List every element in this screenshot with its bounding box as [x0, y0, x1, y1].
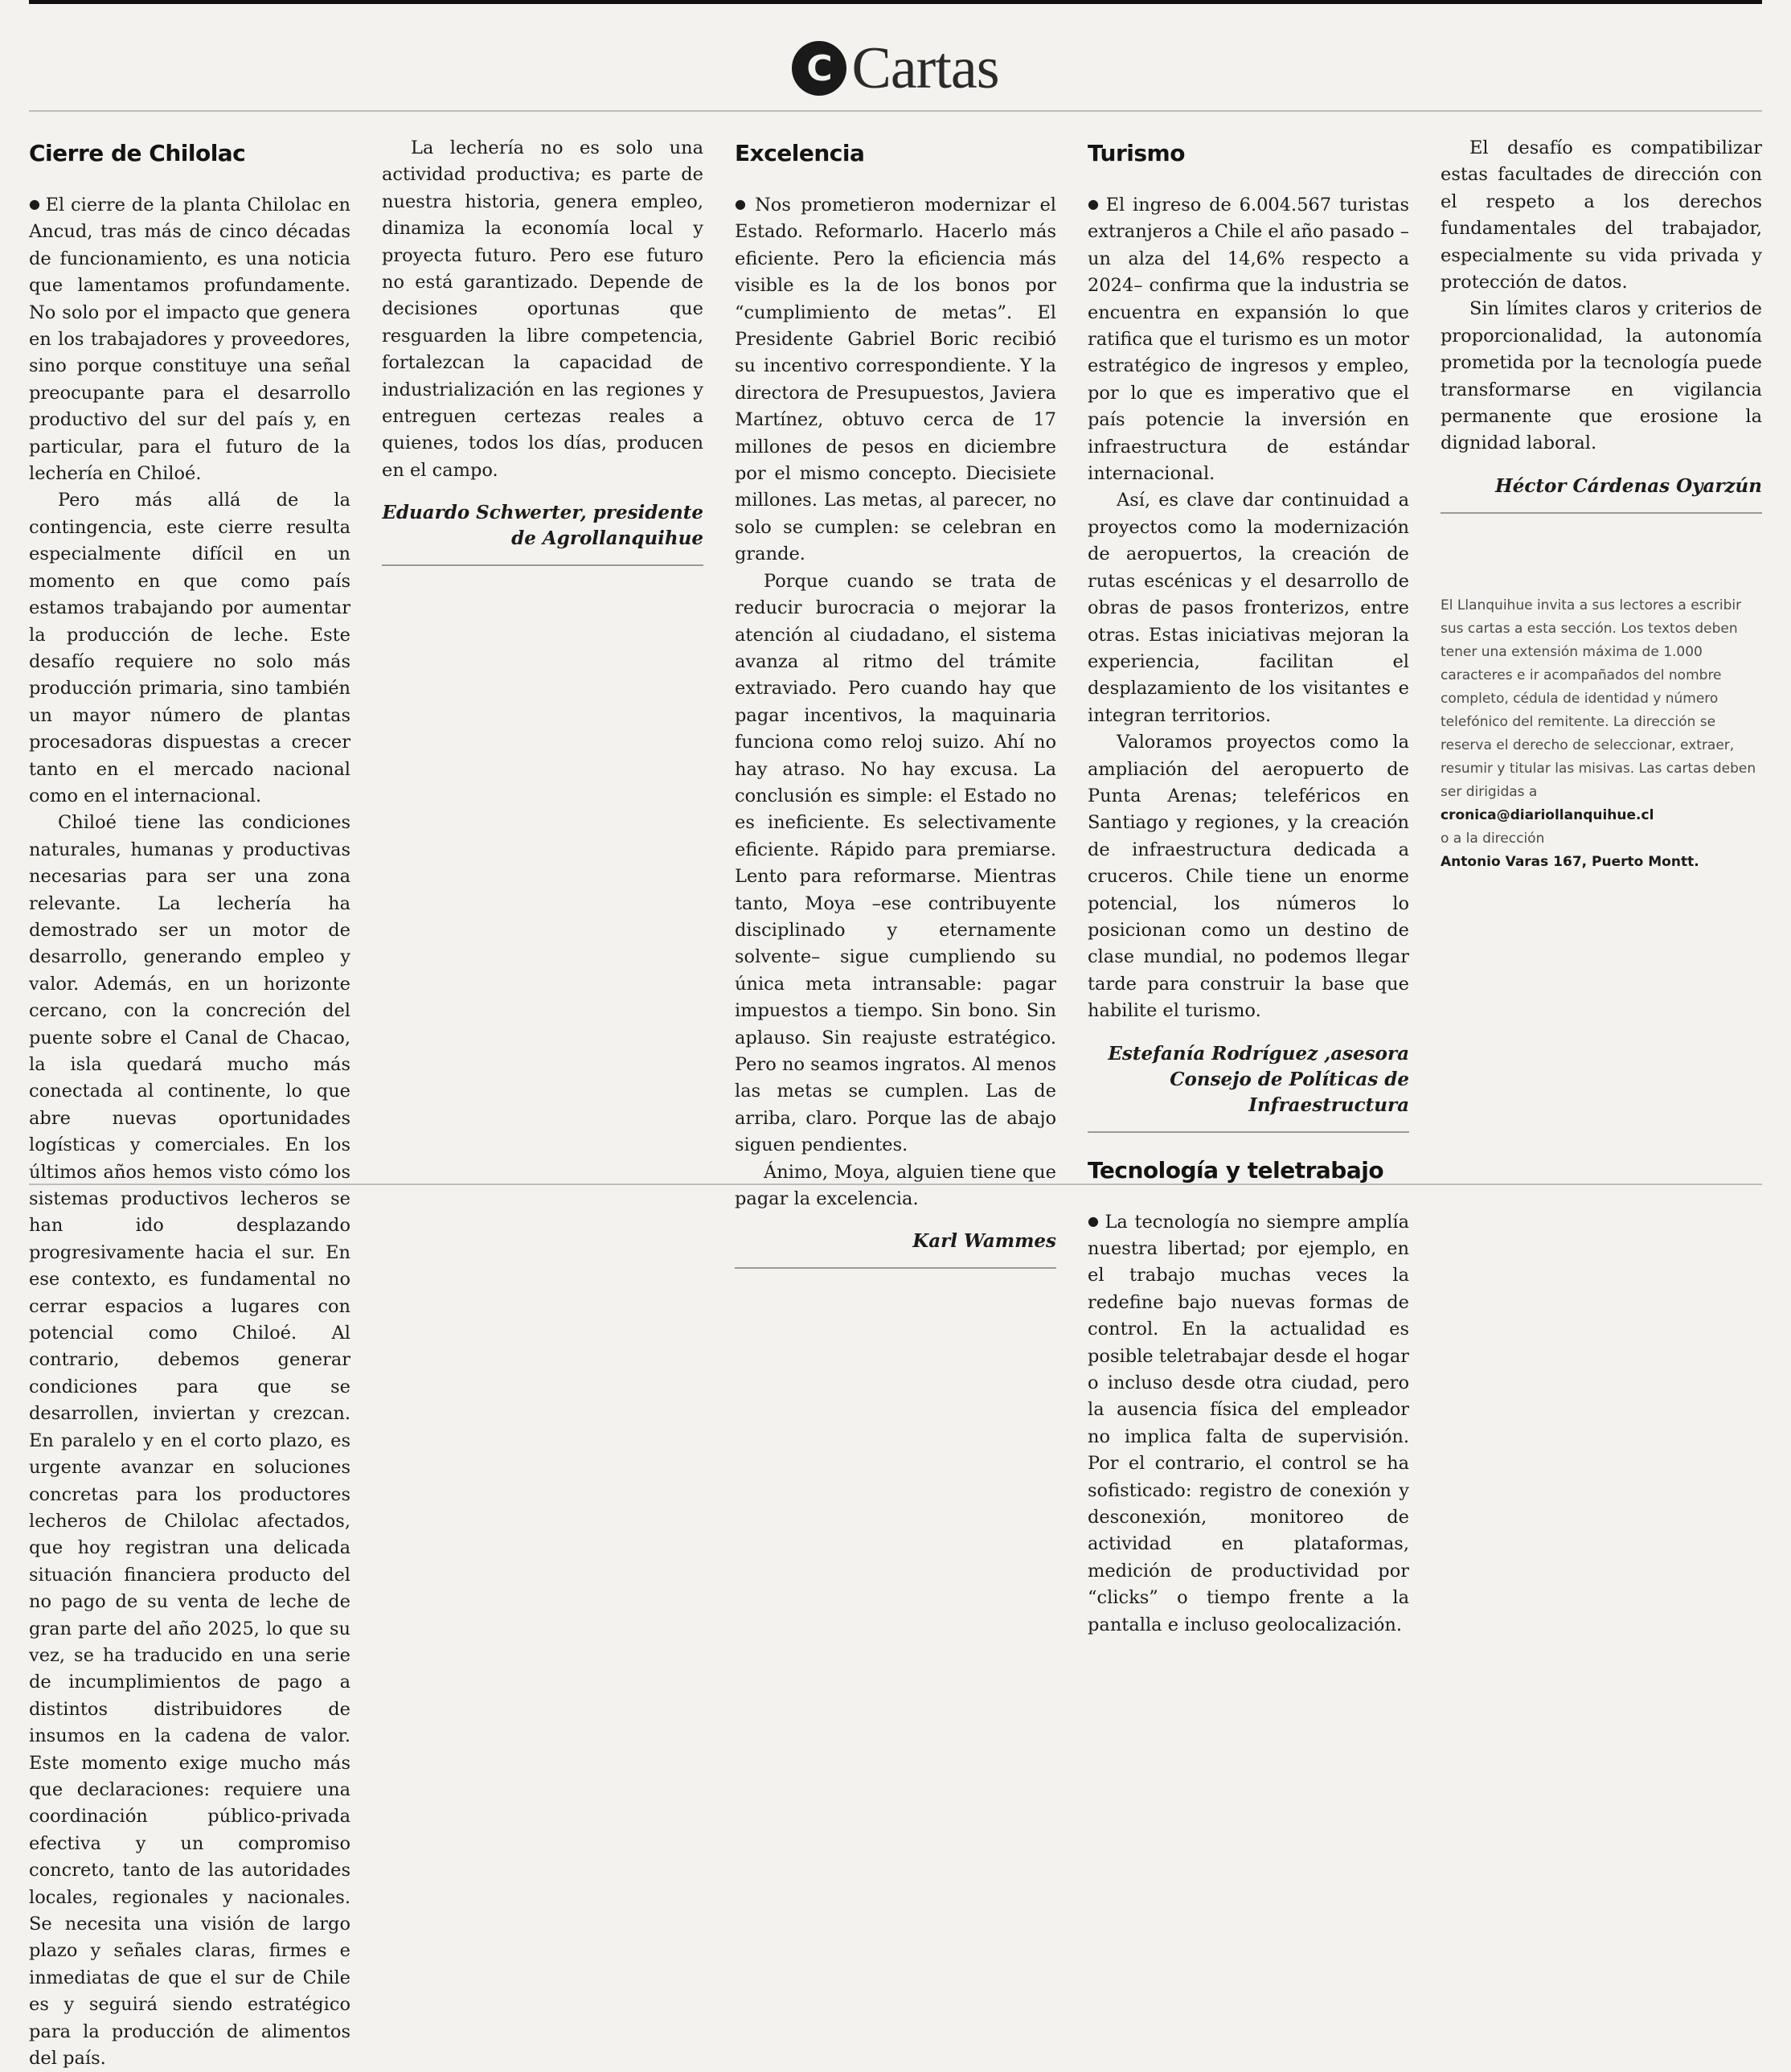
letter-paragraph: Así, es clave dar continuidad a proyectos como la modernización de aeropuertos, la creación de rutas escénicas y el desarrollo de obras de pasos fronterizos, entre otras. Estas iniciativas mejoran la experiencia, facilitan el desplazamiento de los visitantes e integran territorios.: [1088, 490, 1409, 726]
letter-paragraph: Pero más allá de la contingencia, este cierre resulta especialmente difícil en un momento en que como país estamos trabajando por aumentar la producción de leche. Este desafío requiere no solo más producción primaria, sino también un mayor número de plantas procesadoras dispuestas a crecer tanto en el mercado nacional como en el internacional.: [29, 490, 350, 806]
signature-rodriguez: Estefanía Rodríguez ,asesora Consejo de Políticas de Infraestructura: [1108, 1042, 1409, 1116]
notice-text: El Llanquihue invita a sus lectores a escribir sus cartas a esta sección. Los textos deben tener una extensión máxima de 1.000 caracteres e ir acompañados del nombre completo, cédula de identidad y número telefónico del remitente. La dirección se reserva el derecho de seleccionar, extraer, resumir y titular las misivas. Las cartas deben ser dirigidas a: [1441, 597, 1756, 800]
footer-divider: [29, 1184, 1762, 1185]
letter-paragraph: Ánimo, Moya, alguien tiene que pagar la excelencia.: [735, 1161, 1056, 1210]
section-title: Cartas: [851, 35, 999, 101]
signature-divider: [1441, 512, 1762, 514]
header-divider: [29, 110, 1762, 112]
letter-heading-excelencia: Excelencia: [735, 140, 865, 166]
letter-paragraph: Sin límites claros y criterios de proporcionalidad, la autonomía prometida por la tecnología puede transformarse en vigilancia permanente que erosione la dignidad laboral.: [1441, 298, 1762, 454]
column-2: [382, 135, 703, 1180]
top-border: [29, 0, 1762, 4]
signature-divider: [1088, 1131, 1409, 1133]
signature-cardenas: Héctor Cárdenas Oyarzún: [1494, 474, 1762, 497]
letter-heading-chilolac: Cierre de Chilolac: [29, 140, 246, 166]
letter-paragraph: ● El cierre de la planta Chilolac en Ancud, tras más de cinco décadas de funcionamiento, es una noticia que lamentamos profundamente. No solo por el impacto que genera en los trabajadores y proveedores, sino porque constituye una señal preocupante para el desarrollo productivo del sur del país y, en particular, para el futuro de la lechería en Chiloé.: [29, 191, 350, 487]
column-1: [29, 135, 350, 2070]
letter-heading-turismo: Turismo: [1088, 140, 1185, 166]
signature-divider: [735, 1267, 1056, 1269]
column-4: [1088, 135, 1409, 1635]
letter-paragraph: El desafío es compatibilizar estas facultades de dirección con el respeto a los derechos fundamentales del trabajador, especialmente su vida privada y protección de datos.: [1441, 137, 1762, 293]
letter-paragraph: ● Nos prometieron modernizar el Estado. Reformarlo. Hacerlo más eficiente. Pero la eficiencia más visible es la de los bonos por “cumplimiento de metas”. El Presidente Gabriel Boric recibió su incentivo correspondiente. Y la directora de Presupuestos, Javiera Martínez, obtuvo cerca de 17 millones de pesos en diciembre por el mismo concepto. Diecisiete millones. Las metas, al parecer, no solo se cumplen: se celebran en grande.: [735, 191, 1056, 568]
section-header: [0, 24, 1791, 113]
letter-paragraph: ● El ingreso de 6.004.567 turistas extranjeros a Chile el año pasado –un alza del 14,6% respecto a 2024– confirma que la industria se encuentra en expansión lo que ratifica que el turismo es un motor estratégico de ingresos y empleo, por lo que es imperativo que el país potencie la inversión en infraestructura de estándar internacional.: [1088, 191, 1409, 487]
cartas-logo-icon: C: [792, 41, 846, 96]
letter-paragraph: Porque cuando se trata de reducir burocracia o mejorar la atención al ciudadano, el sistema avanza al ritmo del trámite extraviado. Pero cuando hay que pagar incentivos, la maquinaria funciona como reloj suizo. Ahí no hay atraso. No hay excusa. La conclusión es simple: el Estado no es ineficiente. Es selectivamente eficiente. Rápido para premiarse. Lento para reformarse. Mientras tanto, Moya –ese contribuyente disciplinado y eternamente solvente– sigue cumpliendo su única meta intransable: pagar impuestos a tiempo. Sin bono. Sin aplauso. Sin reajuste estratégico. Pero no seamos ingratos. Al menos las metas se cumplen. Las de arriba, claro. Porque las de abajo siguen pendientes.: [735, 570, 1056, 1156]
letter-paragraph: Chiloé tiene las condiciones naturales, humanas y productivas necesarias para ser una zona relevante. La lechería ha demostrado ser un motor de desarrollo, generando empleo y valor. Además, en un horizonte cercano, con la concreción del puente sobre el Canal de Chacao, la isla quedará mucho más conectada al continente, lo que abre nuevas oportunidades logísticas y comerciales. En los últimos años hemos visto cómo los sistemas productivos lecheros se han ido desplazando progresivamente hacia el sur. En ese contexto, es fundamental no cerrar espacios a lugares con potencial como Chiloé. Al contrario, debemos generar condiciones para que se desarrollen, inviertan y crezcan. En paralelo y en el corto plazo, es urgente avanzar en soluciones concretas para los productores lecheros de Chilolac afectados, que hoy registran una delicada situación financiera producto del no pago de su venta de leche de gran parte del año 2025, lo que su vez, se ha traducido en una serie de incumplimientos de pago a distintos distribuidores de insumos en la cadena de valor. Este momento exige mucho más que declaraciones: requiere una coordinación público-privada efectiva y un compromiso concreto, tanto de las autoridades locales, regionales y nacionales. Se necesita una visión de largo plazo y señales claras, firmes e inmediatas de que el sur de Chile es y seguirá siendo estratégico para la producción de alimentos del país.: [29, 812, 350, 2070]
signature-divider: [382, 564, 703, 566]
signature-wammes: Karl Wammes: [912, 1230, 1056, 1253]
letter-paragraph: La lechería no es solo una actividad productiva; es parte de nuestra historia, genera empleo, dinamiza la economía local y proyecta futuro. Pero ese futuro no está garantizado. Depende de decisiones oportunas que resguarden la libre competencia, fortalezcan la capacidad de industrialización en las regiones y entreguen certezas reales a quienes, todos los días, producen en el campo.: [382, 137, 703, 481]
letters-area: [29, 135, 1762, 2070]
column-5: [1441, 135, 1762, 1180]
submission-notice: [1441, 594, 1762, 874]
signature-schwerter: Eduardo Schwerter, presidente de Agrollanquihue: [382, 502, 703, 550]
notice-email: cronica@diariollanquihue.cl: [1441, 806, 1654, 823]
letter-paragraph: ● La tecnología no siempre amplía nuestra libertad; por ejemplo, en el trabajo muchas veces la redefine bajo nuevas formas de control. En la actualidad es posible teletrabajar desde el hogar o incluso desde otra ciudad, pero la ausencia física del empleador no implica falta de supervisión. Por el contrario, el control se ha sofisticado: registro de conexión y desconexión, monitoreo de actividad en plataformas, medición de productividad por “clicks” o tiempo frente a la pantalla e incluso geolocalización.: [1088, 1208, 1409, 1639]
column-3: [735, 135, 1056, 1253]
letter-heading-teletrabajo: Tecnología y teletrabajo: [1088, 1156, 1384, 1184]
notice-address: Antonio Varas 167, Puerto Montt.: [1441, 853, 1699, 870]
letter-paragraph: Valoramos proyectos como la ampliación del aeropuerto de Punta Arenas; teleféricos en Santiago y regiones, y la creación de infraestructura dedicada a cruceros. Chile tiene un enorme potencial, los números lo posicionan como un destino de clase mundial, no podemos llegar tarde para construir la base que habilite el turismo.: [1088, 732, 1409, 1022]
notice-address-intro: o a la dirección: [1441, 830, 1545, 847]
